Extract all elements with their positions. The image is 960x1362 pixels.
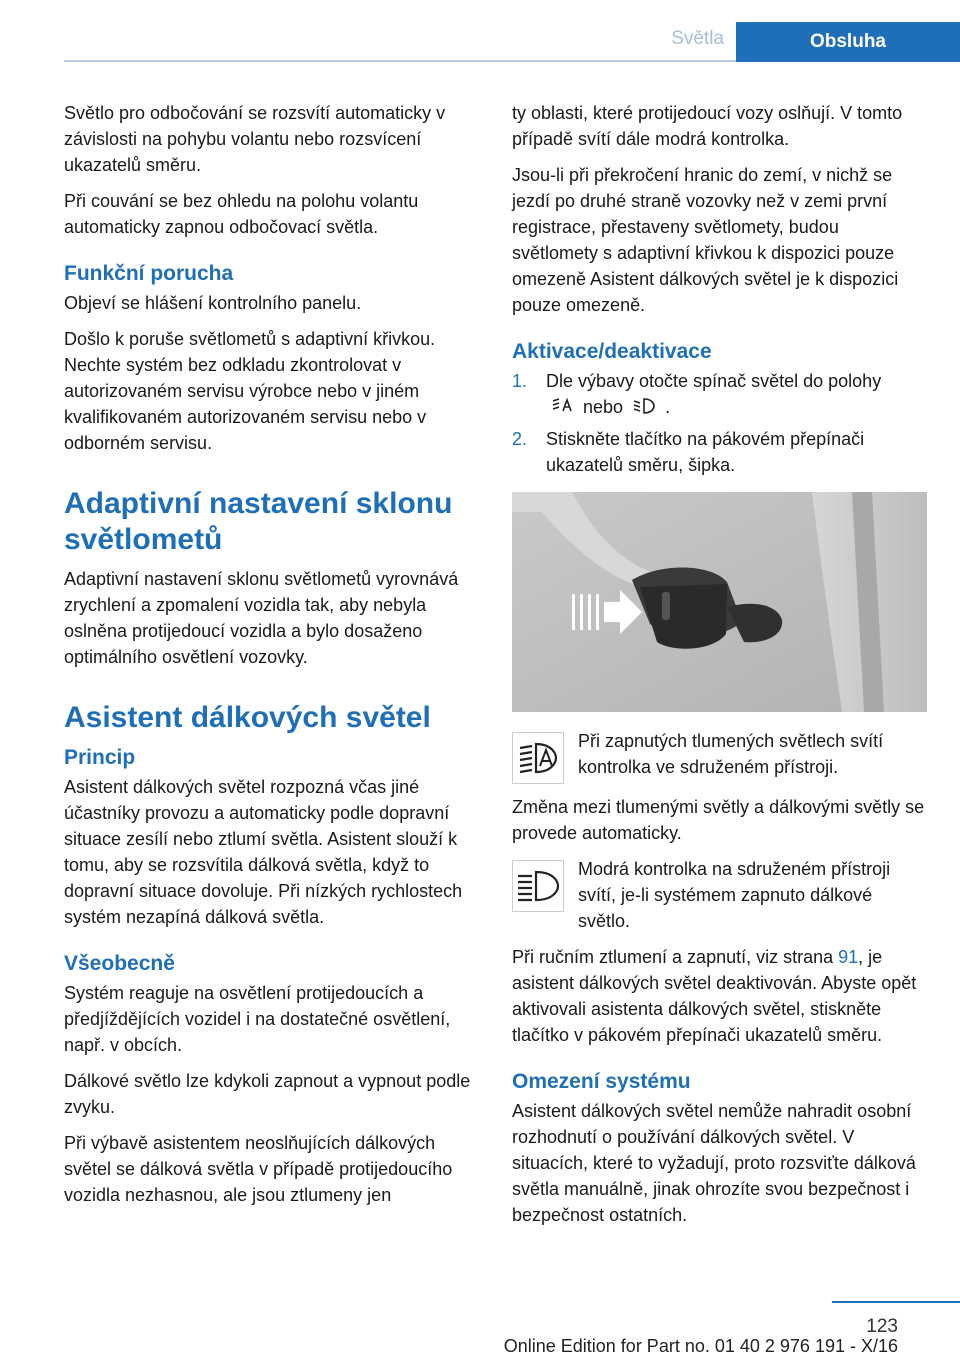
paragraph: Dálkové světlo lze kdykoli zapnout a vypnout podle zvyku. bbox=[64, 1071, 471, 1117]
step-text: Dle výbavy otočte spínač světel do polohy bbox=[546, 371, 882, 391]
heading-aktivace-deaktivace: Aktivace/deaktivace bbox=[512, 340, 712, 363]
step-text: Stiskněte tlačítko na pákovém přepínači ukazatelů směru, šipka. bbox=[546, 429, 865, 475]
heading-adaptivni-nastaveni: Adaptivní nastavení sklonu světlometů bbox=[64, 487, 453, 556]
footer-rule bbox=[832, 1301, 960, 1303]
paragraph: Adaptivní nastavení sklonu světlometů vyrovnává zrychlení a zpomalení vozidla tak, aby nebyla oslněna protijedoucí vozidla a bylo dosaženo optimálního osvětlení vozovky. bbox=[64, 569, 459, 667]
paragraph-with-link: Při ručním ztlumení a zapnutí, viz strana 91, je asistent dálkových světel deaktivován. Abyste opět aktivovali asistenta dálkových světel, stiskněte tlačítko v pákovém přepínači ukazatelů směru. bbox=[512, 947, 917, 1045]
paragraph: Změna mezi tlumenými světly a dálkovými světly se provede automaticky. bbox=[512, 797, 925, 843]
paragraph: Objeví se hlášení kontrolního panelu. bbox=[64, 293, 362, 313]
paragraph: ty oblasti, které protijedoucí vozy oslňují. V tomto případě svítí dále modrá kontrolka. bbox=[512, 103, 903, 149]
step-text-nebo: nebo bbox=[583, 397, 624, 417]
steps-list bbox=[512, 368, 927, 478]
left-column bbox=[64, 100, 479, 1218]
paragraph: Došlo k poruše světlometů s adaptivní křivkou. Nechte systém bez odkladu zkontrolovat v autorizovaném servisu výrobce nebo v jiném kvalifikovaném autorizovaném servisu nebo v odborném servisu. bbox=[64, 329, 436, 453]
high-beam-assist-indicator-icon bbox=[512, 732, 564, 784]
step-number: 1. bbox=[512, 371, 528, 391]
paragraph: Světlo pro odbočování se rozsvítí automaticky v závislosti na pohybu volantu nebo rozsvícení ukazatelů směru. bbox=[64, 103, 446, 175]
paragraph: Jsou-li při překročení hranic do zemí, v nichž se jezdí po druhé straně vozovky než v zemi první registrace, přestaveny světlomety, budou světlomety s adaptivní křivkou k dispozici pouze omezeně Asistent dálkových světel je k dispozici pouze omezeně. bbox=[512, 165, 899, 315]
list-item bbox=[512, 426, 927, 478]
paragraph: Asistent dálkových světel rozpozná včas jiné účastníky provozu a automaticky podle dopravní situace zesílí nebo ztlumí světla. Asistent slouží k tomu, aby se rozsvítila dálková světla, když to dopravní situace dovoluje. Při nízkých rychlostech systém nezapíná dálková světla. bbox=[64, 777, 463, 927]
heading-funkcni-porucha: Funkční porucha bbox=[64, 262, 234, 285]
footer-edition: Online Edition for Part no. 01 40 2 976 191 - X/16 bbox=[503, 1336, 898, 1356]
high-beam-indicator-icon bbox=[512, 860, 564, 912]
heading-asistent-dalkovych-svetel: Asistent dálkových světel bbox=[64, 701, 431, 734]
right-column bbox=[512, 100, 927, 1238]
header-section-label: Světla bbox=[671, 28, 724, 49]
page-number: 123 bbox=[866, 1316, 898, 1337]
high-beam-note-row bbox=[512, 856, 927, 934]
indicator-note-row bbox=[512, 728, 927, 784]
list-item bbox=[512, 368, 927, 420]
heading-omezeni-systemu: Omezení systému bbox=[512, 1070, 691, 1093]
header-chapter-tab: Obsluha bbox=[736, 22, 960, 62]
heading-princip: Princip bbox=[64, 746, 136, 769]
high-beam-note-text: Modrá kontrolka na sdruženém přístroji svítí, je-li systémem zapnuto dálkové světlo. bbox=[578, 859, 891, 931]
heading-vseobecne: Všeobecně bbox=[64, 952, 175, 975]
paragraph: Při výbavě asistentem neoslňujících dálkových světel se dálková světla v případě protijedoucího vozidla nezhasnou, ale jsou ztlumeny jen bbox=[64, 1133, 453, 1205]
low-beam-icon bbox=[632, 396, 656, 416]
step-text-end: . bbox=[665, 397, 671, 417]
paragraph: Systém reaguje na osvětlení protijedoucích a předjíždějících vozidel i na dostatečné osvětlení, např. v obcích. bbox=[64, 983, 451, 1055]
paragraph: Asistent dálkových světel nemůže nahradit osobní rozhodnutí o používání dálkových světel. V situacích, které to vyžadují, proto rozsviťte dálková světla manuálně, jinak ohrozíte svou bezpečnost i bezpečnost ostatních. bbox=[512, 1101, 916, 1225]
auto-headlight-icon bbox=[550, 396, 574, 416]
paragraph: Při couvání se bez ohledu na polohu volantu automaticky zapnou odbočovací světla. bbox=[64, 191, 419, 237]
indicator-note-text: Při zapnutých tlumených světlech svítí kontrolka ve sdruženém přístroji. bbox=[578, 731, 884, 777]
page-link[interactable]: 91 bbox=[838, 947, 859, 967]
turn-signal-lever-photo bbox=[512, 492, 927, 712]
step-number: 2. bbox=[512, 429, 528, 449]
